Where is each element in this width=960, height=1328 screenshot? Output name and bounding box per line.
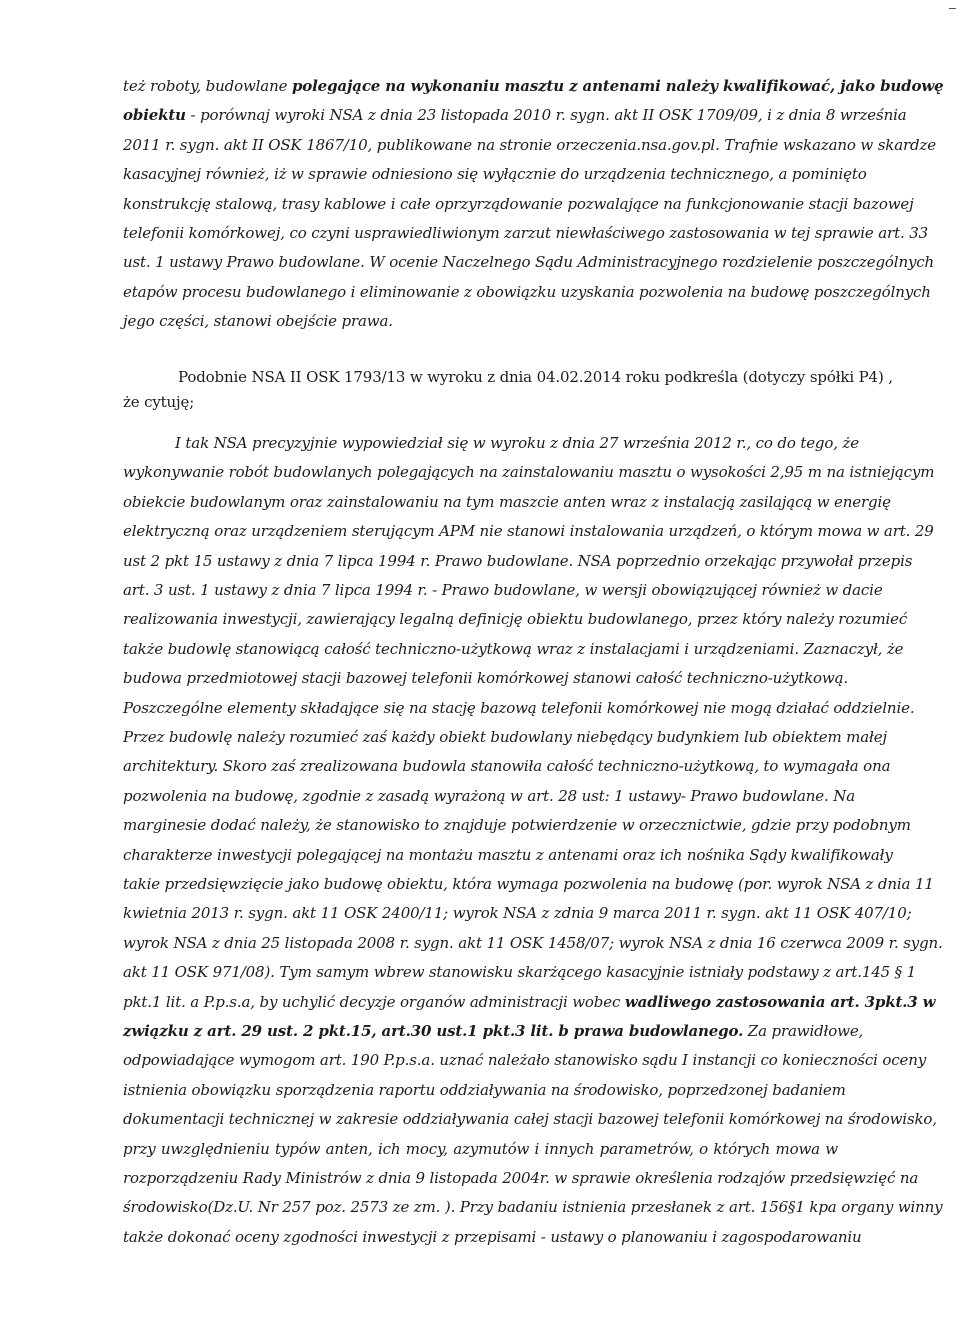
text-run: charakterze inwestycji polegającej na montażu masztu z antenami oraz ich nośnika Sądy kwalifikowały: [123, 845, 893, 864]
edge-mark: [949, 8, 956, 9]
text-line: [175, 433, 859, 453]
text-run: Poszczególne elementy składające się na stację bazową telefonii komórkowej nie mogą działać oddzielnie.: [123, 698, 915, 717]
text-line: [123, 76, 944, 96]
text-line: [123, 903, 912, 923]
text-run: etapów procesu budowlanego i eliminowanie z obowiązku uzyskania pozwolenia na budowę poszczególnych: [123, 282, 931, 301]
intro-label: że cytuję;: [123, 393, 195, 411]
bold-text: obiektu: [123, 106, 186, 125]
text-line: [123, 282, 931, 302]
text-run: Za prawidłowe,: [743, 1022, 864, 1040]
text-run: budowa przedmiotowej stacji bazowej telefonii komórkowej stanowi całość techniczno-użytkową.: [123, 669, 849, 688]
text-line: [123, 1168, 919, 1188]
text-line: [123, 252, 935, 272]
text-run: środowisko(Dz.U. Nr 257 poz. 2573 ze zm. ). Przy badaniu istnienia przesłanek z art. 156§1 kpa organy winny: [123, 1198, 943, 1217]
text-run: także dokonać oceny zgodności inwestycji z przepisami - ustawy o planowaniu i zagospodarowaniu: [123, 1227, 862, 1246]
text-line: [123, 1227, 862, 1247]
text-run: kasacyjnej również, iż w sprawie odniesiono się wyłącznie do urządzenia technicznego, a pominięto: [123, 165, 867, 184]
intro-line: Podobnie NSA II OSK 1793/13 w wyroku z dnia 04.02.2014 roku podkreśla (dotyczy spółki P4) ,: [178, 368, 893, 386]
text-line: [123, 815, 911, 835]
text-line: [123, 462, 935, 482]
text-run: pkt.1 lit. a P.p.s.a, by uchylić decyzje organów administracji wobec: [123, 992, 625, 1011]
text-run: telefonii komórkowej, co czyni usprawiedliwionym zarzut niewłaściwego zastosowania w tej sprawie art. 33: [123, 224, 928, 242]
text-run: elektryczną oraz urządzeniem sterującym APM nie stanowi instalowania urządzeń, o którym mowa w art. 29: [123, 522, 934, 541]
text-line: [123, 1197, 943, 1217]
bold-text: związku z art. 29 ust. 2 pkt.15, art.30 ust.1 pkt.3 lit. b prawa budowlanego.: [123, 1022, 744, 1040]
text-line: [123, 1021, 864, 1041]
text-line: [123, 698, 915, 718]
text-line: [123, 105, 907, 125]
text-line: [123, 492, 891, 512]
bold-text: wadliwego zastosowania art. 3pkt.3 w: [624, 992, 936, 1011]
text-line: [123, 933, 943, 953]
text-run: przy uwzględnieniu typów anten, ich mocy, azymutów i innych parametrów, o których mowa w: [123, 1139, 838, 1158]
text-run: jego części, stanowi obejście prawa.: [123, 312, 393, 331]
text-line: [123, 639, 904, 659]
text-line: [123, 727, 887, 747]
text-run: dokumentacji technicznej w zakresie oddziaływania całej stacji bazowej telefonii komórkowej na środowisko,: [123, 1110, 937, 1129]
text-line: [123, 1050, 927, 1070]
text-line: [123, 756, 891, 776]
text-line: [123, 223, 928, 243]
text-run: istnienia obowiązku sporządzenia raportu oddziaływania na środowisko, poprzedzonej badaniem: [123, 1080, 846, 1099]
text-run: kwietnia 2013 r. sygn. akt 11 OSK 2400/11; wyrok NSA z zdnia 9 marca 2011 r. sygn. akt 11 OSK 407/10;: [123, 904, 912, 923]
text-line: [123, 311, 838, 331]
text-run: też roboty, budowlane: [123, 77, 292, 95]
text-run: ust 2 pkt 15 ustawy z dnia 7 lipca 1994 r. Prawo budowlane. NSA poprzednio orzekając przywołał przepis: [123, 551, 913, 570]
text-line: [123, 992, 936, 1012]
bold-text: polegające na wykonaniu masztu z antenami należy kwalifikować, jako budowę: [291, 77, 944, 95]
text-line: [123, 164, 867, 184]
text-line: [123, 845, 893, 865]
text-run: - porównaj wyroki NSA z dnia 23 listopada 2010 r. sygn. akt II OSK 1709/09, i z dnia 8 września: [185, 106, 907, 125]
text-run: 2011 r. sygn. akt II OSK 1867/10, publikowane na stronie orzeczenia.nsa.gov.pl. Trafnie wskazano w skardze: [123, 135, 936, 154]
text-run: konstrukcję stalową, trasy kablowe i całe oprzyrządowanie pozwalające na funkcjonowanie stacji bazowej: [123, 194, 914, 213]
text-run: architektury. Skoro zaś zrealizowana budowla stanowiła całość techniczno-użytkową, to wymagała ona: [123, 757, 891, 776]
text-run: rozporządzeniu Rady Ministrów z dnia 9 listopada 2004r. w sprawie określenia rodzajów przedsięwzięć na: [123, 1169, 919, 1187]
text-run: także budowlę stanowiącą całość techniczno-użytkową wraz z instalacjami i urządzeniami. Zaznaczył, że: [123, 639, 904, 658]
text-run: odpowiadające wymogom art. 190 P.p.s.a. uznać należało stanowisko sądu I instancji co konieczności oceny: [123, 1051, 927, 1070]
text-line: [123, 521, 934, 541]
text-run: wyrok NSA z dnia 25 listopada 2008 r. sygn. akt 11 OSK 1458/07; wyrok NSA z dnia 16 czerwca 2009 r. sygn.: [123, 933, 943, 952]
text-line: [123, 551, 913, 571]
text-line: [123, 962, 917, 982]
text-run: marginesie dodać należy, że stanowisko to znajduje potwierdzenie w orzecznictwie, gdzie przy podobnym: [123, 816, 911, 835]
text-run: akt 11 OSK 971/08). Tym samym wbrew stanowisku skarżącego kasacyjnie istniały podstawy z art.145 § 1: [123, 963, 917, 982]
text-run: obiekcie budowlanym oraz zainstalowaniu na tym maszcie anten wraz z instalacją zasilającą w energię: [123, 492, 891, 511]
text-run: Przez budowlę należy rozumieć zaś każdy obiekt budowlany niebędący budynkiem lub obiektem małej: [123, 728, 887, 746]
text-run: takie przedsięwzięcie jako budowę obiektu, która wymaga pozwolenia na budowę (por. wyrok NSA z dnia 11: [123, 875, 934, 893]
text-line: [123, 580, 883, 600]
text-run: pozwolenia na budowę, zgodnie z zasadą wyrażoną w art. 28 ust: 1 ustawy- Prawo budowlane. Na: [123, 786, 856, 805]
text-line: [123, 668, 849, 688]
text-line: [123, 609, 908, 629]
text-line: [123, 786, 856, 806]
text-line: [123, 874, 934, 894]
text-run: realizowania inwestycji, zawierający legalną definicję obiektu budowlanego, przez który należy rozumieć: [123, 610, 908, 629]
text-run: I tak NSA precyzyjnie wypowiedział się w wyroku z dnia 27 września 2012 r., co do tego, że: [175, 434, 859, 452]
text-run: art. 3 ust. 1 ustawy z dnia 7 lipca 1994 r. - Prawo budowlane, w wersji obowiązującej również w dacie: [123, 581, 883, 599]
text-line: [123, 1139, 838, 1159]
text-run: ust. 1 ustawy Prawo budowlane. W ocenie Naczelnego Sądu Administracyjnego rozdzielenie poszczególnych: [123, 253, 935, 272]
text-run: wykonywanie robót budowlanych polegających na zainstalowaniu masztu o wysokości 2,95 m na istniejącym: [123, 463, 935, 482]
text-line: [123, 1080, 846, 1100]
text-line: [123, 194, 914, 214]
text-line: [123, 135, 936, 155]
text-line: [123, 1109, 937, 1129]
